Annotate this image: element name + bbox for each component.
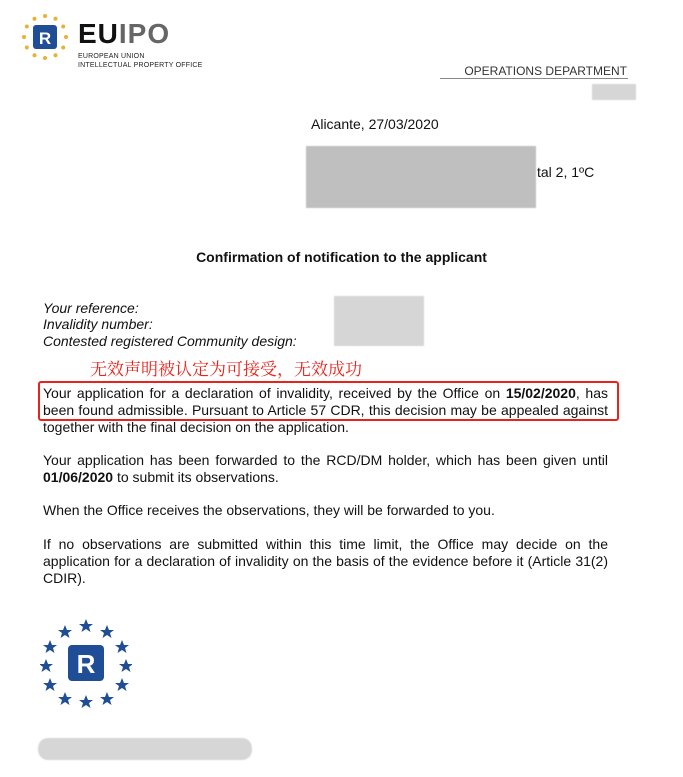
p2-text-a: Your application has been forwarded to the RCD/DM holder, which has been given until bbox=[43, 452, 608, 468]
euipo-emblem-icon bbox=[20, 12, 70, 62]
invalidity-number-label: Invalidity number: bbox=[43, 316, 153, 332]
svg-text:R: R bbox=[38, 29, 52, 48]
your-reference-label: Your reference: bbox=[43, 300, 139, 316]
logo-subtitle-line2: INTELLECTUAL PROPERTY OFFICE bbox=[78, 62, 203, 69]
redacted-reference-block bbox=[334, 296, 424, 346]
p1-text-b: , has been found admissible. Pursuant to Article 57 CDR, this decision may be appealed against together with the final decision on the application. bbox=[43, 385, 608, 435]
deadline-date: 01/06/2020 bbox=[43, 469, 114, 485]
redacted-address-block bbox=[306, 146, 536, 208]
header-divider bbox=[440, 78, 628, 79]
logo-wordmark bbox=[78, 18, 170, 50]
highlight-box bbox=[38, 381, 619, 421]
p2-text-b: to submit its observations. bbox=[113, 469, 279, 485]
svg-text:R: R bbox=[76, 649, 96, 679]
annotation-text: 无效声明被认定为可接受，无效成功 bbox=[90, 360, 362, 380]
received-date: 15/02/2020 bbox=[505, 385, 576, 401]
letter-date: Alicante, 27/03/2020 bbox=[311, 116, 439, 132]
department-label: OPERATIONS DEPARTMENT bbox=[464, 64, 627, 78]
euipo-seal-icon bbox=[40, 617, 132, 709]
address-tail: tal 2, 1ºC bbox=[537, 164, 595, 180]
redacted-block bbox=[592, 84, 636, 100]
paragraph-forwarded bbox=[43, 452, 608, 486]
redacted-footer-block bbox=[38, 738, 252, 760]
logo-ipo-text: IPO bbox=[118, 18, 171, 49]
contested-design-label: Contested registered Community design: bbox=[43, 333, 297, 349]
paragraph-observations: When the Office receives the observations, they will be forwarded to you. bbox=[43, 502, 495, 518]
p1-text-a: Your application for a declaration of invalidity, received by the Office on bbox=[43, 385, 506, 401]
euipo-logo bbox=[20, 12, 220, 68]
logo-subtitle-line1: EUROPEAN UNION bbox=[78, 53, 145, 60]
logo-eu-text: EU bbox=[78, 18, 119, 49]
document-title: Confirmation of notification to the applicant bbox=[196, 249, 487, 265]
paragraph-no-observations: If no observations are submitted within this time limit, the Office may decide on the application for a declaration of invalidity on the basis of the evidence before it (Article 31(2) CDIR). bbox=[43, 536, 608, 586]
